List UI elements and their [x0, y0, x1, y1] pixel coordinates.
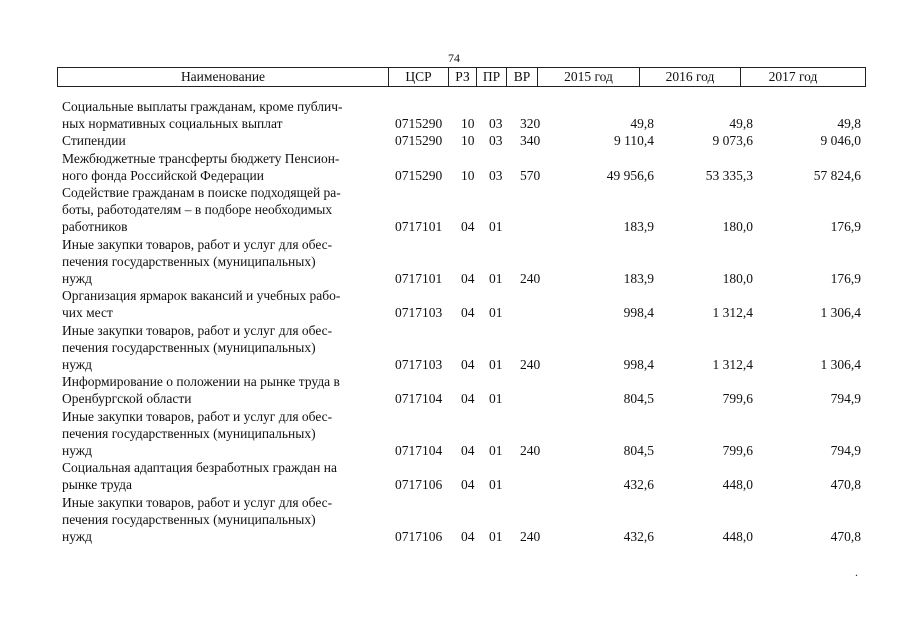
row-name-line: печения государственных (муниципальных) — [62, 511, 316, 527]
row-value-2015: 49 956,6 — [606, 167, 654, 183]
row-vr: 240 — [520, 357, 541, 373]
table-row — [0, 98, 905, 132]
row-csr: 0717101 — [395, 271, 443, 287]
row-value-2017: 1 306,4 — [820, 305, 861, 321]
table-row — [0, 236, 905, 288]
row-name — [62, 236, 382, 288]
row-value-2017: 794,9 — [830, 443, 861, 459]
row-name-line: нужд — [62, 357, 92, 373]
row-name-line: Межбюджетные трансферты бюджету Пенсион- — [62, 150, 340, 166]
row-value-2016: 180,0 — [722, 219, 753, 235]
row-name-line: боты, работодателям – в подборе необходимых — [62, 202, 333, 218]
row-value-2016: 53 335,3 — [705, 167, 753, 183]
row-name-line: печения государственных (муниципальных) — [62, 253, 316, 269]
row-name-line: Иные закупки товаров, работ и услуг для обес- — [62, 494, 333, 510]
row-value-2017: 794,9 — [830, 391, 861, 407]
row-csr: 0717104 — [395, 443, 443, 459]
row-pr: 01 — [489, 219, 503, 235]
row-csr: 0717103 — [395, 305, 443, 321]
row-csr: 0717101 — [395, 219, 443, 235]
table-header — [57, 67, 866, 87]
row-csr: 0717106 — [395, 477, 443, 493]
row-name-line: Иные закупки товаров, работ и услуг для обес- — [62, 322, 333, 338]
row-csr: 0715290 — [395, 133, 443, 149]
table-row — [0, 408, 905, 460]
row-vr: 240 — [520, 529, 541, 545]
row-name — [62, 150, 382, 184]
row-value-2016: 799,6 — [722, 391, 753, 407]
row-rz: 04 — [461, 271, 475, 287]
row-name-line: чих мест — [62, 305, 113, 321]
row-vr: 570 — [520, 167, 541, 183]
row-name-line: Иные закупки товаров, работ и услуг для обес- — [62, 236, 333, 252]
row-value-2017: 49,8 — [837, 116, 861, 132]
row-rz: 10 — [461, 167, 475, 183]
row-name-line: Содействие гражданам в поиске подходящей ра- — [62, 185, 341, 201]
row-name-line: ного фонда Российской Федерации — [62, 167, 264, 183]
header-vr: ВР — [506, 68, 537, 86]
table-row — [0, 494, 905, 546]
row-rz: 10 — [461, 116, 475, 132]
row-pr: 03 — [489, 116, 503, 132]
header-csr: ЦСР — [388, 68, 448, 86]
row-name-line: рынке труда — [62, 477, 133, 493]
table-row — [0, 459, 905, 493]
row-value-2015: 804,5 — [623, 443, 654, 459]
row-value-2016: 1 312,4 — [712, 305, 753, 321]
row-name — [62, 98, 382, 132]
row-csr: 0717104 — [395, 391, 443, 407]
row-name-line: Социальная адаптация безработных граждан на — [62, 460, 337, 476]
row-value-2015: 49,8 — [630, 116, 654, 132]
row-name-line: Иные закупки товаров, работ и услуг для обес- — [62, 408, 333, 424]
row-pr: 01 — [489, 391, 503, 407]
row-name — [62, 373, 382, 407]
row-value-2016: 448,0 — [722, 529, 753, 545]
row-name-line: нужд — [62, 271, 92, 287]
row-name-line: ных нормативных социальных выплат — [62, 116, 283, 132]
row-pr: 01 — [489, 443, 503, 459]
trailing-mark: . — [855, 565, 858, 579]
row-name — [62, 287, 382, 321]
row-csr: 0717103 — [395, 357, 443, 373]
row-value-2015: 9 110,4 — [614, 133, 654, 149]
table-row — [0, 322, 905, 374]
row-value-2017: 1 306,4 — [820, 357, 861, 373]
row-rz: 04 — [461, 219, 475, 235]
header-year-2016: 2016 год — [639, 68, 740, 86]
row-value-2015: 804,5 — [623, 391, 654, 407]
page-number: 74 — [448, 51, 460, 65]
table-body — [0, 98, 905, 545]
row-value-2017: 57 824,6 — [813, 167, 861, 183]
row-vr: 240 — [520, 271, 541, 287]
row-name — [62, 322, 382, 374]
row-csr: 0715290 — [395, 116, 443, 132]
row-vr: 320 — [520, 116, 541, 132]
row-rz: 04 — [461, 357, 475, 373]
row-name — [62, 459, 382, 493]
header-year-2017: 2017 год — [740, 68, 845, 86]
row-value-2017: 176,9 — [830, 219, 861, 235]
row-rz: 04 — [461, 443, 475, 459]
row-name-line: печения государственных (муниципальных) — [62, 425, 316, 441]
row-name — [62, 494, 382, 546]
row-vr: 340 — [520, 133, 541, 149]
row-name-line: Оренбургской области — [62, 391, 192, 407]
row-value-2016: 49,8 — [729, 116, 753, 132]
row-value-2016: 9 073,6 — [712, 133, 753, 149]
row-value-2016: 1 312,4 — [712, 357, 753, 373]
row-value-2015: 432,6 — [623, 529, 654, 545]
row-pr: 01 — [489, 477, 503, 493]
row-vr: 240 — [520, 443, 541, 459]
header-rz: РЗ — [448, 68, 476, 86]
row-value-2015: 998,4 — [623, 357, 654, 373]
row-value-2017: 9 046,0 — [820, 133, 861, 149]
row-name — [62, 132, 382, 149]
row-pr: 03 — [489, 167, 503, 183]
row-value-2017: 470,8 — [830, 477, 861, 493]
row-name-line: Стипендии — [62, 133, 126, 149]
table-row — [0, 150, 905, 184]
row-value-2016: 448,0 — [722, 477, 753, 493]
row-name-line: Организация ярмарок вакансий и учебных рабо- — [62, 288, 341, 304]
header-year-2015: 2015 год — [537, 68, 639, 86]
row-pr: 03 — [489, 133, 503, 149]
row-name-line: печения государственных (муниципальных) — [62, 339, 316, 355]
row-value-2015: 183,9 — [623, 271, 654, 287]
row-rz: 04 — [461, 305, 475, 321]
row-value-2015: 998,4 — [623, 305, 654, 321]
row-csr: 0717106 — [395, 529, 443, 545]
row-rz: 04 — [461, 477, 475, 493]
header-pr: ПР — [476, 68, 506, 86]
row-csr: 0715290 — [395, 167, 443, 183]
row-rz: 10 — [461, 133, 475, 149]
table-row — [0, 184, 905, 236]
row-value-2015: 432,6 — [623, 477, 654, 493]
table-row — [0, 373, 905, 407]
row-name-line: нужд — [62, 529, 92, 545]
row-rz: 04 — [461, 529, 475, 545]
row-name — [62, 184, 382, 236]
header-name: Наименование — [180, 69, 266, 84]
table-row — [0, 132, 905, 149]
row-value-2015: 183,9 — [623, 219, 654, 235]
row-value-2016: 180,0 — [722, 271, 753, 287]
row-name-line: работников — [62, 219, 128, 235]
row-value-2016: 799,6 — [722, 443, 753, 459]
row-pr: 01 — [489, 529, 503, 545]
row-rz: 04 — [461, 391, 475, 407]
row-name-line: Информирование о положении на рынке труда в — [62, 374, 340, 390]
row-pr: 01 — [489, 305, 503, 321]
row-value-2017: 470,8 — [830, 529, 861, 545]
table-row — [0, 287, 905, 321]
row-value-2017: 176,9 — [830, 271, 861, 287]
row-name-line: Социальные выплаты гражданам, кроме публич- — [62, 99, 343, 114]
row-pr: 01 — [489, 271, 503, 287]
row-pr: 01 — [489, 357, 503, 373]
row-name — [62, 408, 382, 460]
row-name-line: нужд — [62, 443, 92, 459]
